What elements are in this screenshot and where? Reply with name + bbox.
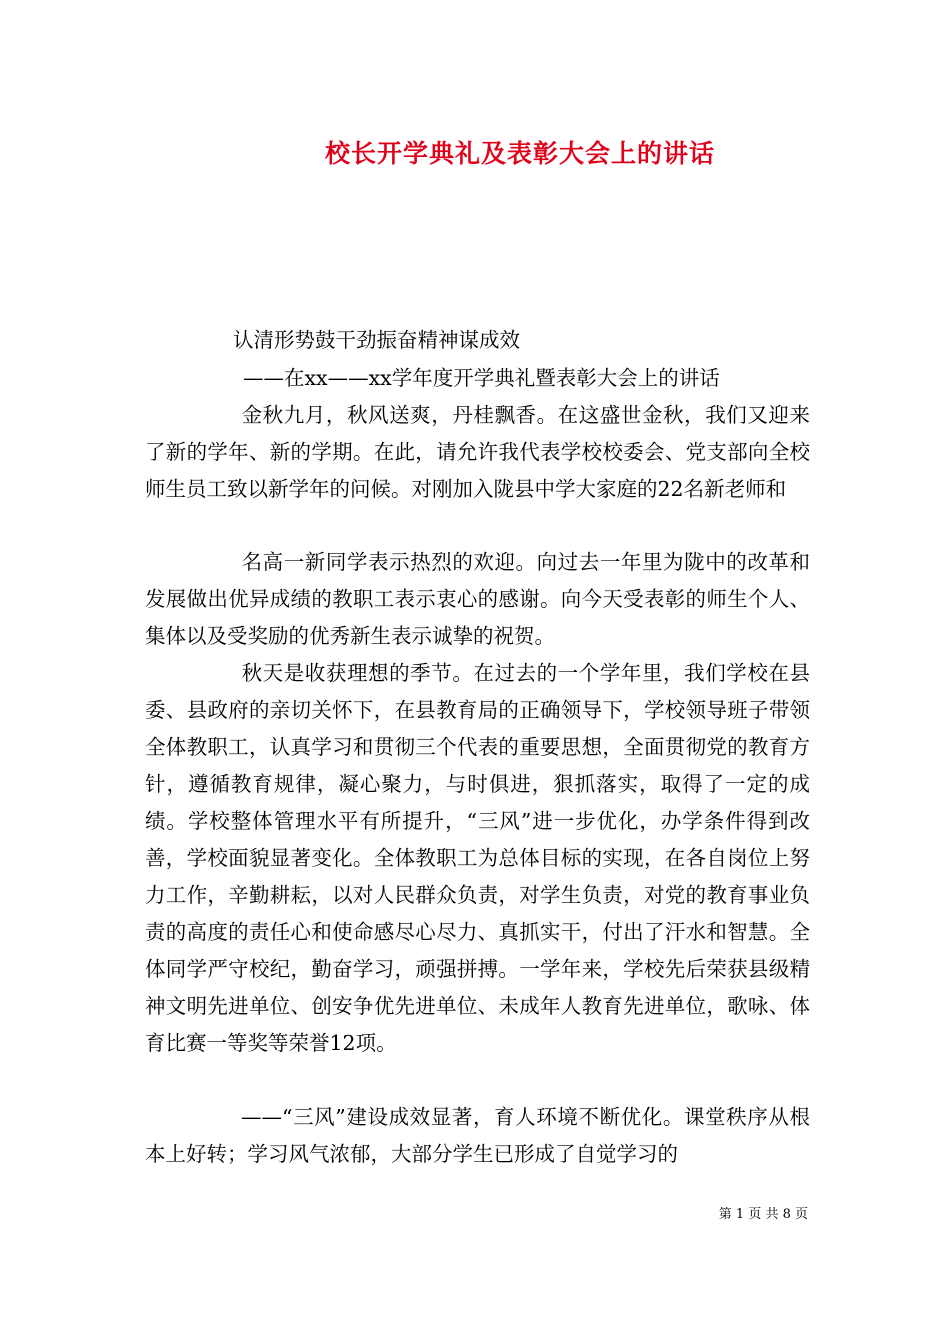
paragraph-4 [145, 1099, 810, 1173]
paragraph-1-text: 金秋九月，秋风送爽，丹桂飘香。在这盛世金秋，我们又迎来了新的学年、新的学期。在此，请允许我代表学校校委会、党支部向全校师生员工致以新学年的问候。对刚加入陇县中学大家庭的22名新老师和 [145, 403, 810, 501]
subtitle-main: 认清形势鼓干劲振奋精神谋成效 [233, 328, 520, 352]
document-title: 校长开学典礼及表彰大会上的讲话 [324, 139, 715, 168]
paragraph-2 [145, 544, 810, 655]
subtitle-secondary: ——在xx——xx学年度开学典礼暨表彰大会上的讲话 [243, 366, 720, 390]
paragraph-3-text: 秋天是收获理想的季节。在过去的一个学年里，我们学校在县委、县政府的亲切关怀下，在县教育局的正确领导下，学校领导班子带领全体教职工，认真学习和贯彻三个代表的重要思想，全面贯彻党的教育方针，遵循教育规律，凝心聚力，与时俱进，狠抓落实，取得了一定的成绩。学校整体管理水平有所提升，“三风”进一步优化，办学条件得到改善，学校面貌显著变化。全体教职工为总体目标的实现，在各自岗位上努力工作，辛勤耕耘，以对人民群众负责，对学生负责，对党的教育事业负责的高度的责任心和使命感尽心尽力、真抓实干，付出了汗水和智慧。全体同学严守校纪，勤奋学习，顽强拼搏。一学年来，学校先后荣获县级精神文明先进单位、创安争优先进单位、未成年人教育先进单位，歌咏、体育比赛一等奖等荣誉12项。 [145, 661, 810, 1055]
paragraph-3 [145, 655, 810, 1062]
paragraph-2-text: 名高一新同学表示热烈的欢迎。向过去一年里为陇中的改革和发展做出优异成绩的教职工表示衷心的感谢。向今天受表彰的师生个人、集体以及受奖励的优秀新生表示诚挚的祝贺。 [145, 550, 810, 648]
page-footer: 第 1 页 共 8 页 [718, 1207, 808, 1222]
paragraph-1 [145, 397, 810, 508]
paragraph-4-text: ——“三风”建设成效显著，育人环境不断优化。课堂秩序从根本上好转；学习风气浓郁，大部分学生已形成了自觉学习的 [145, 1105, 810, 1166]
